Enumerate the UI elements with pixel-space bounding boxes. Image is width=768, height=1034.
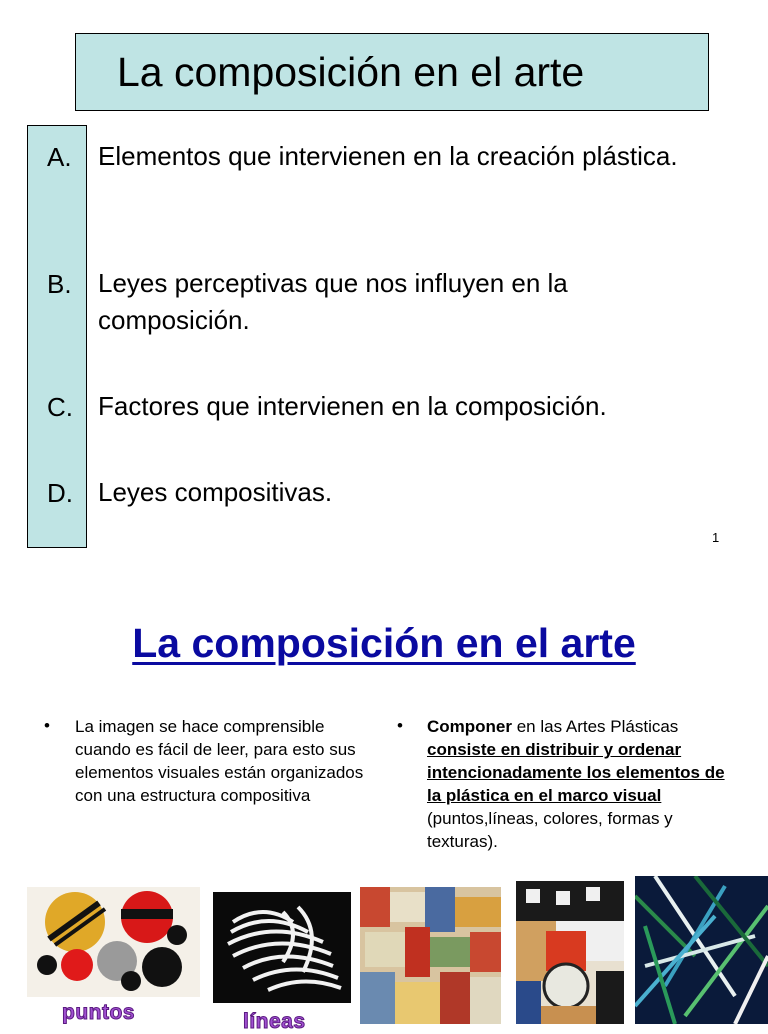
item-text-b: Leyes perceptivas que nos influyen en la composición.: [98, 268, 568, 335]
item-marker-c: C.: [47, 392, 73, 422]
right-bullet-text: [427, 715, 727, 853]
componer-word: Componer: [427, 717, 512, 736]
label-lines: líneas: [243, 1010, 306, 1033]
right-normal-2: (puntos,líneas, colores, formas y texturas).: [427, 809, 673, 851]
item-marker-b: B.: [47, 269, 72, 299]
left-bullet-text: La imagen se hace comprensible cuando es fácil de leer, para esto sus elementos visuales están organizados con una estructura compositiva: [75, 717, 364, 805]
forms-artwork-image: [516, 881, 624, 1024]
slide2-title: La composición en el arte: [132, 620, 636, 666]
artwork-colors: [360, 887, 501, 1024]
bullet-icon: •: [44, 716, 50, 735]
item-marker-d: D.: [47, 478, 73, 508]
artwork-textures: [635, 876, 768, 1024]
label-points: puntos: [62, 1001, 135, 1024]
item-text-d: Leyes compositivas.: [98, 477, 333, 507]
item-text-a: Elementos que intervienen en la creación plástica.: [98, 141, 678, 171]
right-underlined: consiste en distribuir y ordenar intencionadamente los elementos de la plástica en el marco visual: [427, 740, 725, 805]
textures-artwork-image: [635, 876, 768, 1024]
item-text-c: Factores que intervienen en la composición.: [98, 391, 607, 421]
artwork-points: [27, 887, 200, 997]
colors-artwork-image: [360, 887, 501, 1024]
item-marker-a: A.: [47, 142, 72, 172]
right-normal-1: en las Artes Plásticas: [512, 717, 679, 736]
artwork-lines: [213, 892, 351, 1003]
slide1-title: La composición en el arte: [117, 49, 585, 95]
bullet-icon: •: [397, 716, 403, 735]
lines-artwork-image: [213, 892, 351, 1003]
page-number: 1: [712, 530, 720, 545]
points-artwork-image: [27, 887, 200, 997]
artwork-forms: [516, 881, 624, 1024]
